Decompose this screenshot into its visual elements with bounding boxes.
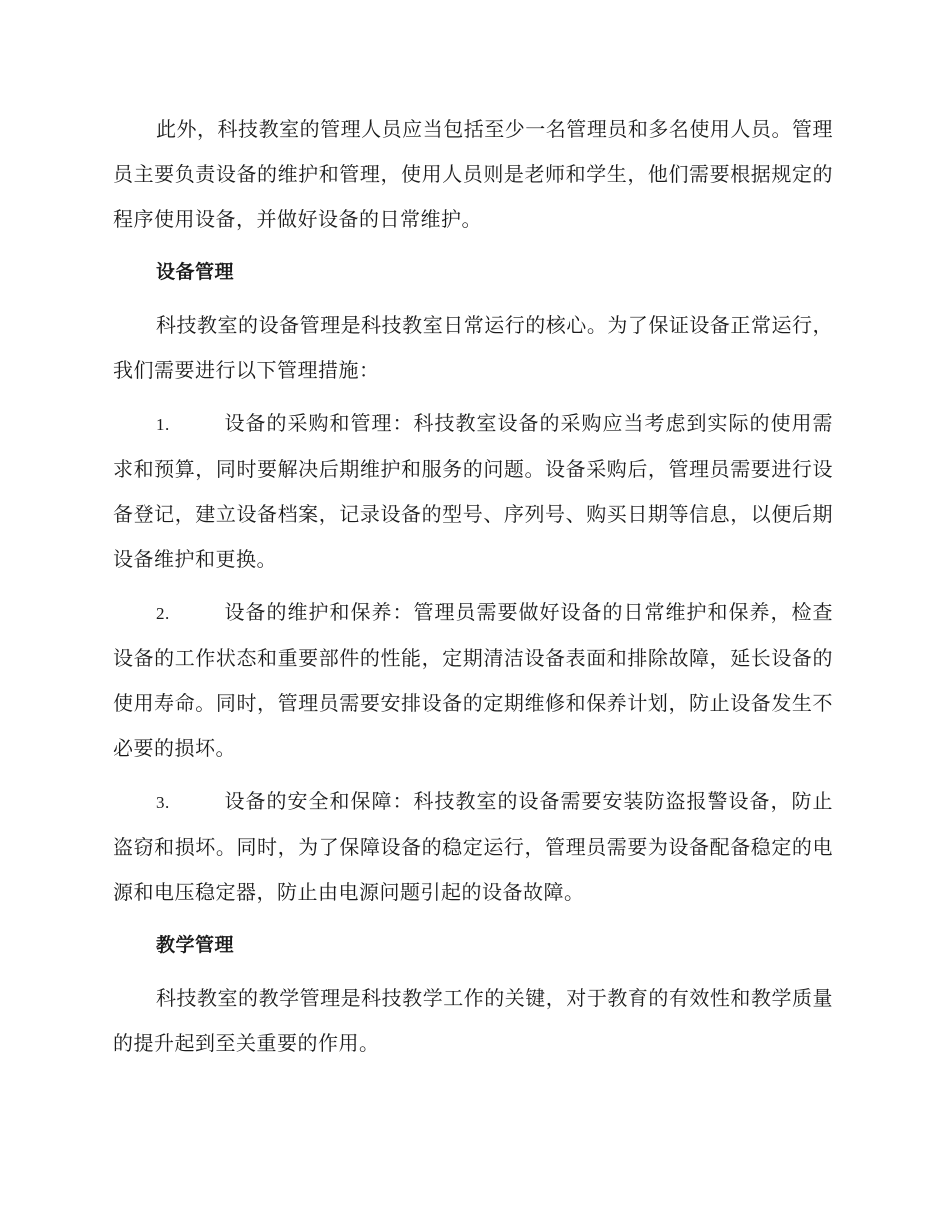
heading-equipment-management: 设备管理 bbox=[156, 261, 235, 283]
document-page bbox=[113, 107, 833, 1066]
list-text-2: 设备的维护和保养：管理员需要做好设备的日常维护和保养，检查设备的工作状态和重要部件的性能，定期清洁设备表面和排除故障，延长设备的使用寿命。同时，管理员需要安排设备的定期维修和保养计划，防止设备发生不必要的损坏。 bbox=[113, 600, 833, 760]
list-number-3: 3. bbox=[156, 793, 170, 812]
paragraph-intro: 此外，科技教室的管理人员应当包括至少一名管理员和多名使用人员。管理员主要负责设备的维护和管理，使用人员则是老师和学生，他们需要根据规定的程序使用设备，并做好设备的日常维护。 bbox=[113, 117, 833, 231]
paragraph-equipment-intro: 科技教室的设备管理是科技教室日常运行的核心。为了保证设备正常运行，我们需要进行以下管理措施： bbox=[113, 313, 833, 382]
paragraph-teaching-intro: 科技教室的教学管理是科技教学工作的关键，对于教育的有效性和教学质量的提升起到至关重要的作用。 bbox=[113, 986, 833, 1055]
list-number-2: 2. bbox=[156, 604, 170, 623]
list-item-1 bbox=[113, 401, 833, 582]
list-item-2 bbox=[113, 590, 833, 771]
list-text-1: 设备的采购和管理：科技教室设备的采购应当考虑到实际的使用需求和预算，同时要解决后期维护和服务的问题。设备采购后，管理员需要进行设备登记，建立设备档案，记录设备的型号、序列号、购买日期等信息，以便后期设备维护和更换。 bbox=[113, 411, 833, 571]
list-number-1: 1. bbox=[156, 415, 170, 434]
heading-teaching-management: 教学管理 bbox=[156, 934, 235, 956]
list-text-3: 设备的安全和保障：科技教室的设备需要安装防盗报警设备，防止盗窃和损坏。同时，为了保障设备的稳定运行，管理员需要为设备配备稳定的电源和电压稳定器，防止由电源问题引起的设备故障。 bbox=[113, 789, 833, 904]
list-item-3 bbox=[113, 779, 833, 915]
